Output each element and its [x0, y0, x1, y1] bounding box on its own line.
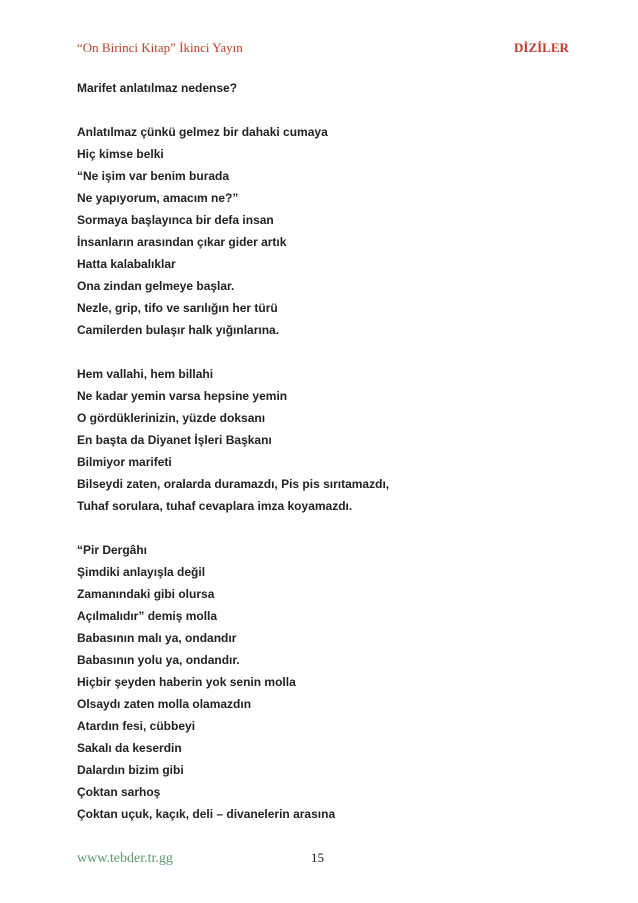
- poem-line: Ne yapıyorum, amacım ne?”: [77, 191, 239, 205]
- poem-line: İnsanların arasından çıkar gider artık: [77, 235, 287, 249]
- running-header-title: “On Birinci Kitap” İkinci Yayın: [77, 40, 243, 55]
- poem-line: Dalardın bizim gibi: [77, 763, 184, 777]
- page-number: 15: [311, 850, 324, 865]
- poem-line: Ne kadar yemin varsa hepsine yemin: [77, 389, 288, 403]
- running-header-section: DİZİLER: [514, 40, 569, 55]
- poem-line: Açılmalıdır” demiş molla: [77, 609, 218, 623]
- poem-line: Anlatılmaz çünkü gelmez bir dahaki cumaya: [77, 125, 328, 139]
- poem-line: Hiçbir şeyden haberin yok senin molla: [77, 675, 296, 689]
- footer-website-link[interactable]: www.tebder.tr.gg: [77, 851, 173, 866]
- poem-line: Hatta kalabalıklar: [77, 257, 176, 271]
- poem-line: Hem vallahi, hem billahi: [77, 367, 214, 381]
- poem-line: Tuhaf sorulara, tuhaf cevaplara imza koyamazdı.: [77, 499, 353, 513]
- poem-line: Babasının yolu ya, ondandır.: [77, 653, 240, 667]
- poem-line: Çoktan sarhoş: [77, 785, 161, 799]
- poem-line: Şimdiki anlayışla değil: [77, 565, 206, 579]
- poem-line: [77, 99, 577, 121]
- poem-body: [77, 77, 577, 825]
- poem-line: Nezle, grip, tifo ve sarılığın her türü: [77, 301, 278, 315]
- poem-line: Zamanındaki gibi olursa: [77, 587, 215, 601]
- poem-line: [77, 341, 577, 363]
- poem-line: Olsaydı zaten molla olamazdın: [77, 697, 252, 711]
- poem-line: Camilerden bulaşır halk yığınlarına.: [77, 323, 280, 337]
- poem-line: Ona zindan gelmeye başlar.: [77, 279, 235, 293]
- poem-line: Hiç kimse belki: [77, 147, 164, 161]
- poem-line: Çoktan uçuk, kaçık, deli – divanelerin arasına: [77, 807, 336, 821]
- poem-line: Bilseydi zaten, oralarda duramazdı, Pis pis sırıtamazdı,: [77, 477, 390, 491]
- poem-line: Marifet anlatılmaz nedense?: [77, 81, 238, 95]
- poem-line: En başta da Diyanet İşleri Başkanı: [77, 433, 272, 447]
- poem-line: Sormaya başlayınca bir defa insan: [77, 213, 274, 227]
- poem-line: Sakalı da keserdin: [77, 741, 182, 755]
- poem-line: Babasının malı ya, ondandır: [77, 631, 237, 645]
- poem-line: Bilmiyor marifeti: [77, 455, 172, 469]
- poem-line: “Pir Dergâhı: [77, 543, 148, 557]
- poem-line: [77, 517, 577, 539]
- poem-line: Atardın fesi, cübbeyi: [77, 719, 196, 733]
- poem-line: “Ne işim var benim burada: [77, 169, 230, 183]
- poem-line: O gördüklerinizin, yüzde doksanı: [77, 411, 266, 425]
